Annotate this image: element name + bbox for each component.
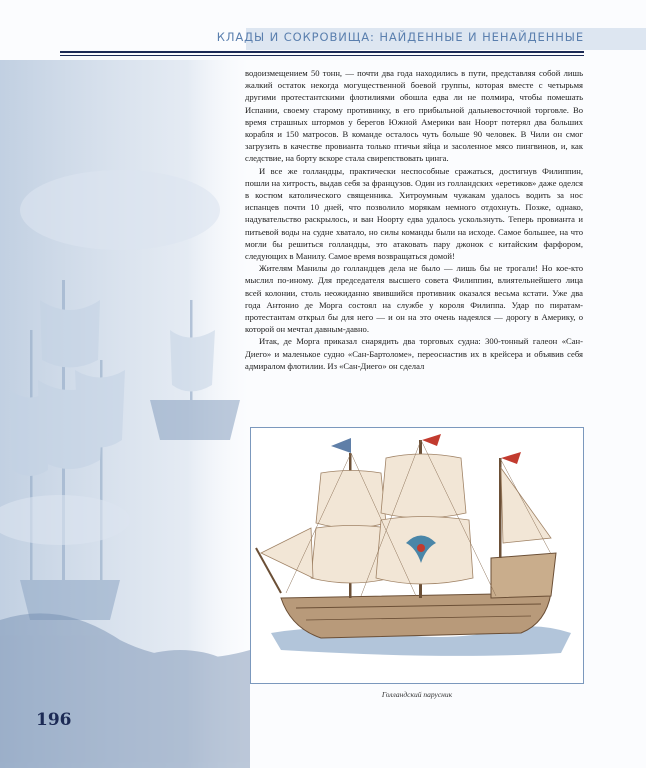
body-text xyxy=(245,67,583,372)
ship-illustration-frame xyxy=(250,427,584,684)
paragraph: Итак, де Морга приказал снарядить два торговых судна: 300-тонный галеон «Сан-Диего» и маленькое судно «Сан-Бартоломе», переоснастив их в крейсера и объявив себя адмиралом флотилии. Из «Сан-Диего» он сделал xyxy=(245,336,583,371)
header-rule-thin xyxy=(60,55,584,56)
paragraph: водоизмещением 50 тонн, — почти два года находились в пути, представляя собой лишь жалкий остаток некогда могущественной боевой группы, которая вместе с четырьмя другими протестантскими флотилиями обошла едва ли не полмира, чтобы помешать Испании, своему старому противнику, в его прибыльной дальневосточной торговле. Во время страшных штормов у берегов Южной Америки ван Ноорт потерял два больших корабля и 150 матросов. В команде осталось чуть больше 90 человек. В Чили он смог загрузить в качестве провианта только птичьи яйца и засоленное мясо пингвинов, и, как следствие, на борту вскоре стала свирепствовать цинга. xyxy=(245,68,583,164)
figure-caption: Голландский парусник xyxy=(381,690,453,699)
background-engraving xyxy=(0,60,250,768)
running-header: КЛАДЫ И СОКРОВИЩА: НАЙДЕННЫЕ И НЕНАЙДЕННЫЕ xyxy=(216,30,584,44)
header-rule xyxy=(60,51,584,53)
paragraph: И все же голландцы, практически неспособные сражаться, достигнув Филиппин, пошли на хитрость, выдав себя за французов. Один из голландских «еретиков» даже оделся в костюм католического священника. Хитроумным чужакам удалось водить за нос испанцев почти 10 дней, что позволило морякам немного отдохнуть. Позже, однако, надувательство раскрылось, и ван Ноорту едва удалось ускользнуть. Теперь провианта и питьевой воды на судне хватало, но силы команды были на исходе. Самое большее, на что могли бы решиться голландцы, это атаковать пару джонок с китайским фарфором, следующих в Манилу. Самое время возвращаться домой! xyxy=(245,165,583,262)
paragraph: Жителям Манилы до голландцев дела не было — лишь бы не трогали! Но кое-кто мыслил по-иному. Для председателя высшего совета Филиппин, влиятельнейшего лица всей колонии, столь неожиданно явившийся противник оказался весьма кстати. Уже два года Антонио де Морга состоял на службе у короля Филиппа. Удар по пиратам-протестантам открыл бы для него — и он на это очень надеялся — дорогу в Америку, о которой он мечтал давным-давно. xyxy=(245,263,583,335)
page-number: 196 xyxy=(36,710,72,730)
sailing-ship-illustration xyxy=(251,428,583,683)
